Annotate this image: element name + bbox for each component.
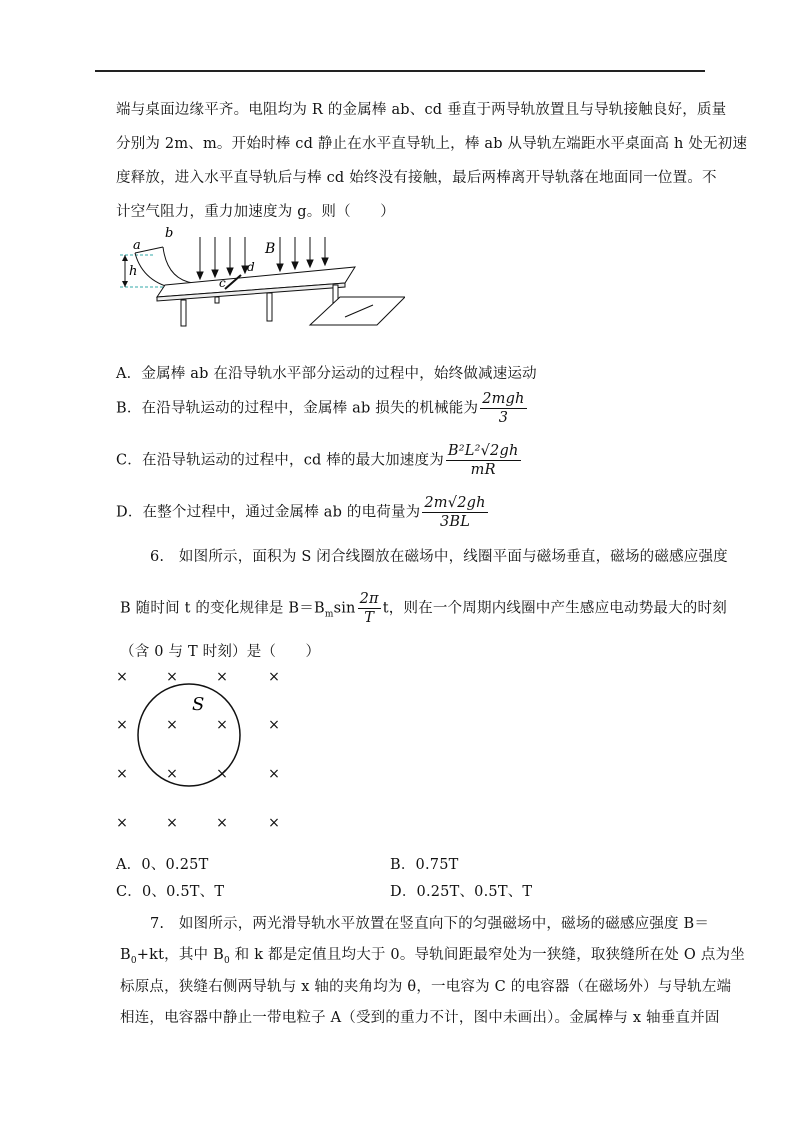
label-S: S [192, 694, 205, 715]
q5-line1: 端与桌面边缘平齐。电阻均为 R 的金属棒 ab、cd 垂直于两导轨放置且与导轨接触良好，质量 [116, 102, 727, 118]
q5-option-c: C．在沿导轨运动的过程中，cd 棒的最大加速度为 $\frac{\text{B²L²√2gh}}{mR}$ [116, 443, 519, 478]
q7-line3: 标原点，狭缝右侧两导轨与 x 轴的夹角均为 θ，一电容为 C 的电容器（在磁场外）与导轨左端 [120, 979, 732, 995]
q5-option-b: B．在沿导轨运动的过程中，金属棒 ab 损失的机械能为 $\frac{\text{2mgh}}{3}$ [116, 391, 525, 426]
q5-line4: 计空气阻力，重力加速度为 g。则（ ） [116, 204, 395, 220]
svg-text:×: × [268, 717, 280, 733]
q7-line4: 相连，电容器中静止一带电粒子 A（受到的重力不计，图中未画出）。金属棒与 x 轴垂直并固 [120, 1010, 720, 1026]
svg-text:×: × [268, 669, 280, 685]
svg-text:×: × [216, 669, 228, 685]
svg-text:×: × [216, 766, 228, 782]
q7-line1: 7. 如图所示，两光滑导轨水平放置在竖直向下的匀强磁场中，磁场的磁感应强度 B＝ [150, 916, 710, 932]
svg-text:×: × [166, 766, 178, 782]
svg-text:×: × [116, 669, 128, 685]
q5-line3: 度释放，进入水平直导轨后与棒 cd 始终没有接触，最后两棒离开导轨落在地面同一位置。不 [116, 170, 717, 186]
q6-line2: B 随时间 t 的变化规律是 $B=B_m\sin$ $\frac{2\pi}{T}$ t，则在一个周期内线圈中产生感应电动势最大的时刻 [120, 591, 727, 626]
svg-text:×: × [116, 766, 128, 782]
q6-option-d: D．0.25T、0.5T、T [390, 884, 533, 900]
svg-text:×: × [166, 669, 178, 685]
svg-text:×: × [166, 717, 178, 733]
q5-line2: 分别为 2m、m。开始时棒 cd 静止在水平直导轨上，棒 ab 从导轨左端距水平桌面高 h 处无初速 [116, 136, 748, 152]
label-b: b [165, 226, 174, 241]
label-B: B [265, 241, 276, 257]
svg-text:×: × [116, 815, 128, 831]
label-c: c [219, 276, 226, 290]
q6-option-a: A．0、0.25T [116, 857, 209, 873]
svg-text:×: × [166, 815, 178, 831]
label-h: h [129, 264, 138, 279]
coil-circle [138, 684, 240, 786]
svg-text:×: × [268, 766, 280, 782]
q6-option-b: B．0.75T [390, 857, 459, 873]
svg-text:×: × [116, 717, 128, 733]
q6-line1: 6. 如图所示，面积为 S 闭合线圈放在磁场中，线圈平面与磁场垂直，磁场的磁感应强度 [150, 549, 728, 565]
rail-figure [115, 225, 405, 335]
q5-option-d: D．在整个过程中，通过金属棒 ab 的电荷量为 $\frac{2m√2gh}{3BL}$ [116, 495, 486, 530]
label-d: d [247, 260, 255, 274]
q6-line3: （含 0 与 T 时刻）是（ ） [120, 644, 321, 660]
coil-figure [110, 665, 300, 835]
svg-text:×: × [216, 717, 228, 733]
q5-option-a: A．金属棒 ab 在沿导轨水平部分运动的过程中，始终做减速运动 [116, 366, 537, 382]
svg-text:×: × [216, 815, 228, 831]
q6-option-c: C．0、0.5T、T [116, 884, 225, 900]
q7-line2: $B_0+kt$，其中 $B_0$ 和 k 都是定值且均大于 0。导轨间距最窄处为一狭缝，取狭缝所在处 O 点为坐 [120, 947, 745, 966]
label-a: a [133, 238, 141, 253]
header-rule [95, 70, 705, 72]
svg-text:×: × [268, 815, 280, 831]
